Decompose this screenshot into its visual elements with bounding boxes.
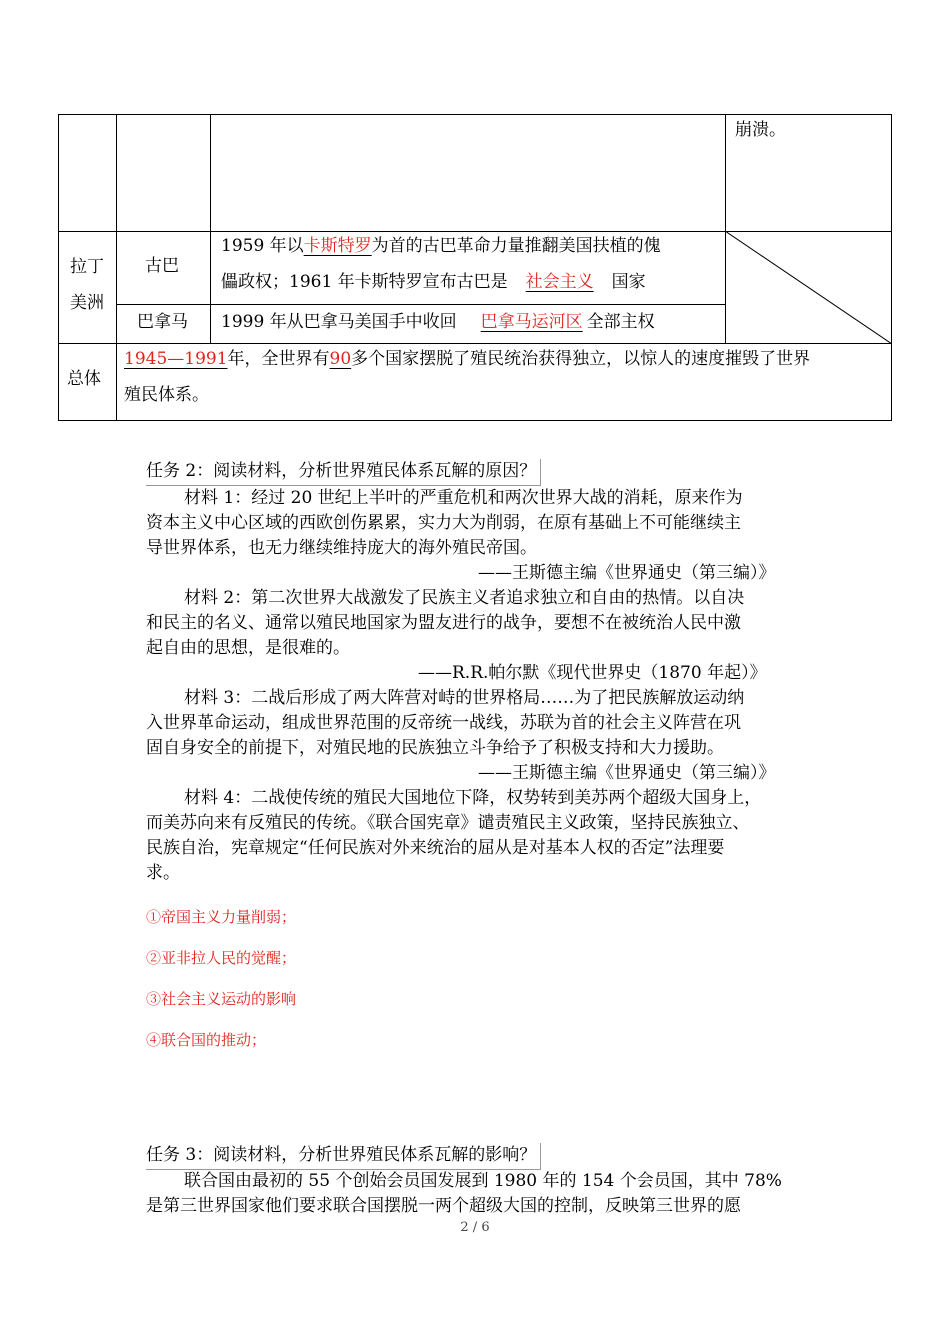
region-label-line1: 拉丁: [70, 257, 104, 277]
text: 1959 年以: [221, 236, 304, 256]
text: 国家: [611, 272, 646, 292]
material3-line2: 入世界革命运动，组成世界范围的反帝统一战线，苏联为首的社会主义阵营在巩: [146, 713, 741, 733]
answer-2: ②亚非拉人民的觉醒；: [146, 949, 297, 967]
diagonal-line: [725, 231, 892, 344]
table-border: [58, 114, 59, 421]
answer-4: ④联合国的推动；: [146, 1031, 267, 1049]
task3-title: 任务 3：阅读材料，分析世界殖民体系瓦解的影响？: [146, 1143, 541, 1170]
cuba-text-line2: [221, 270, 646, 294]
panama-text: [221, 310, 655, 334]
blank-socialism: [508, 272, 612, 292]
overall-text-line1: [124, 347, 810, 371]
table-border: [210, 114, 211, 343]
overall-label: 总体: [67, 369, 101, 389]
answer-3: ③社会主义运动的影响: [146, 990, 297, 1008]
material4-line1: 材料 4：二战使传统的殖民大国地位下降，权势转到美苏两个超级大国身上，: [184, 788, 762, 808]
material1-source: ——王斯德主编《世界通史（第三编）》: [478, 563, 776, 583]
text: 全部主权: [586, 312, 655, 332]
material2-line2: 和民主的名义、通常以殖民地国家为盟友进行的战争，要想不在被统治人民中激: [146, 613, 741, 633]
region-label-line2: 美洲: [70, 293, 104, 313]
text: 儡政权；1961 年卡斯特罗宣布古巴是: [221, 272, 508, 292]
material4-line2: 而美苏向来有反殖民的传统。《联合国宪章》谴责殖民主义政策，坚持民族独立、: [146, 813, 750, 833]
material2-line3: 起自由的思想，是很难的。: [146, 638, 350, 658]
material1-line3: 导世界体系，也无力继续维持庞大的海外殖民帝国。: [146, 538, 537, 558]
blank-canal: [457, 312, 587, 332]
table-border: [116, 304, 725, 305]
material1-line2: 资本主义中心区域的西欧创伤累累，实力大为削弱，在原有基础上不可能继续主: [146, 513, 741, 533]
task2-title: 任务 2：阅读材料，分析世界殖民体系瓦解的原因？: [146, 459, 541, 486]
answer-canal: 巴拿马运河区: [480, 312, 583, 332]
table-border: [58, 114, 892, 115]
country-cuba: 古巴: [145, 256, 179, 276]
collapse-text: 崩溃。: [735, 120, 786, 140]
material4-line3: 民族自治，宪章规定“任何民族对外来统治的屈从是对基本人权的否定”法理要: [146, 838, 725, 858]
text: 多个国家摆脱了殖民统治获得独立，以惊人的速度摧毁了世界: [351, 349, 811, 369]
answer-socialism: 社会主义: [525, 272, 594, 292]
text: 1999 年从巴拿马美国手中收回: [221, 312, 457, 332]
material1-line1: 材料 1：经过 20 世纪上半叶的严重危机和两次世界大战的消耗，原来作为: [184, 488, 743, 508]
answer-1: ①帝国主义力量削弱；: [146, 908, 297, 926]
material4-line4: 求。: [146, 863, 180, 883]
task3-line1: 联合国由最初的 55 个创始会员国发展到 1980 年的 154 个会员国，其中 78%: [184, 1171, 782, 1191]
material2-source: ——R.R.帕尔默《现代世界史（1870 年起）》: [418, 663, 767, 683]
cuba-text-line1: [221, 234, 661, 258]
answer-years: 1945—1991: [124, 349, 228, 369]
page-number: 2 / 6: [460, 1220, 490, 1235]
country-panama: 巴拿马: [137, 312, 188, 332]
material3-line1: 材料 3：二战后形成了两大阵营对峙的世界格局……为了把民族解放运动纳: [184, 688, 745, 708]
overall-text-line2: 殖民体系。: [124, 385, 209, 405]
answer-count: 90: [329, 349, 352, 369]
table-border: [116, 114, 117, 421]
answer-castro: 卡斯特罗: [303, 236, 372, 256]
text: 年，全世界有: [227, 349, 330, 369]
material2-line1: 材料 2：第二次世界大战激发了民族主义者追求独立和自由的热情。以自决: [184, 588, 745, 608]
table-border: [58, 420, 892, 421]
material3-source: ——王斯德主编《世界通史（第三编）》: [478, 763, 776, 783]
task3-line2: 是第三世界国家他们要求联合国摆脱一两个超级大国的控制，反映第三世界的愿: [146, 1196, 741, 1216]
text: 为首的古巴革命力量推翻美国扶植的傀: [371, 236, 661, 256]
material3-line3: 固自身安全的前提下，对殖民地的民族独立斗争给予了积极支持和大力援助。: [146, 738, 724, 758]
